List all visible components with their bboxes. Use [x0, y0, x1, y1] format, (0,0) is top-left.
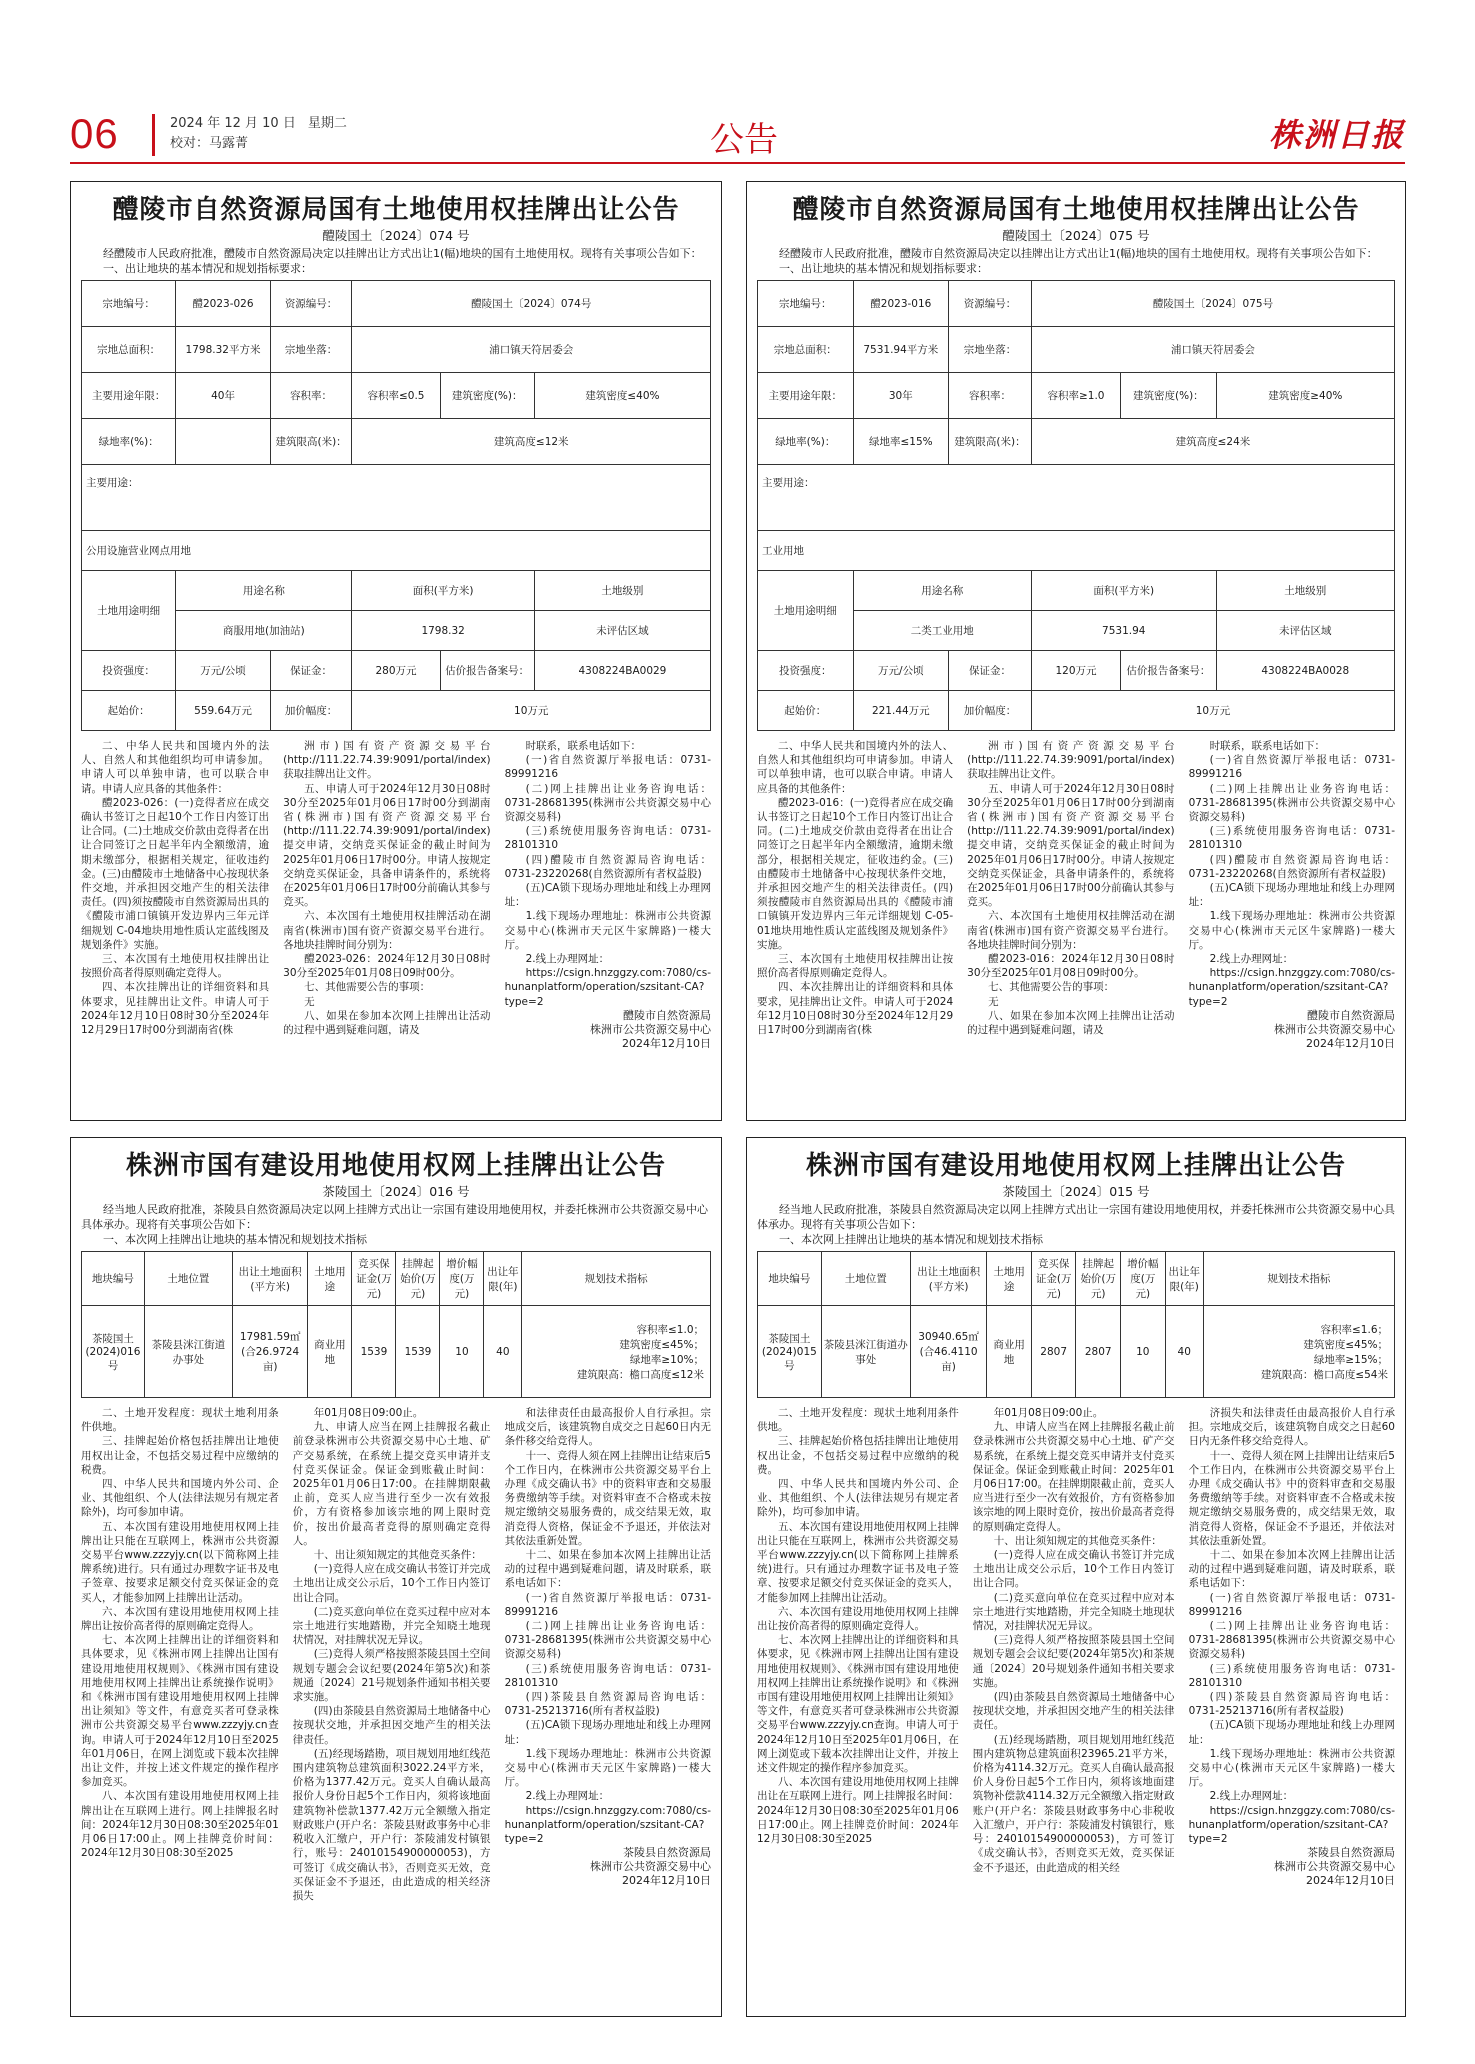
value-area: 7531.94平方米 [853, 327, 949, 373]
paragraph: 醴陵市自然资源局 [1307, 1008, 1395, 1022]
cell-deposit: 2807 [1031, 1306, 1076, 1398]
proofreader: 校对：马露菁 [170, 136, 249, 151]
paragraph: 2024年12月10日 [622, 1036, 711, 1050]
paragraph: (四)由茶陵县自然资源局土地储备中心按现状交地，并承担因交地产生的相关法律责任。 [972, 1691, 1175, 1732]
value-green [176, 419, 270, 465]
notice-intro: 经醴陵市人民政府批准，醴陵市自然资源局决定以挂牌出让方式出让1(幅)地块的国有土地使用权。现将有关事项公告如下： [103, 247, 702, 260]
label-invest: 投资强度： [758, 651, 854, 691]
paragraph: (二)网上挂牌出让业务咨询电话：0731-28681395(株洲市公共资源交易中心资源交易科) [1188, 1620, 1395, 1661]
signature-block [505, 1009, 711, 1051]
paragraph: 无 [988, 995, 999, 1008]
value-deposit: 120万元 [1031, 651, 1120, 691]
paragraph: 2.线上办理网址： [1209, 1790, 1294, 1803]
header-deposit: 竞买保证金(万元) [1031, 1252, 1076, 1306]
notice-intro: 经醴陵市人民政府批准，醴陵市自然资源局决定以挂牌出让方式出让1(幅)地块的国有土地使用权。现将有关事项公告如下： [779, 247, 1378, 260]
header-parcel-no: 地块编号 [758, 1252, 822, 1306]
body-column-1 [81, 1406, 279, 1903]
value-appraisal: 4308224BA0028 [1216, 651, 1394, 691]
label-start-price: 起始价： [82, 691, 176, 731]
paragraph: (一)省自然资源厅举报电话：0731-89991216 [1188, 1591, 1395, 1618]
body-column-3-text [505, 739, 711, 1009]
paragraph: (五)CA锁下现场办理地址和线上办理网址： [1188, 1719, 1395, 1746]
body-column-2 [973, 1406, 1175, 1888]
body-column-1 [757, 739, 953, 1051]
paragraph: (三)系统使用服务咨询电话：0731-28101310 [1188, 825, 1395, 852]
paragraph: 九、申请人应当在网上挂牌报名截止前登录株洲市公共资源交易中心土地、矿产交易系统，在系统上提交竞买申请并支付竞买保证金。保证金到账截止时间：2025年01月06日17:00。在挂牌期限截止前，竞买人应当进行至少一次有效报价，方有资格参加该宗地的网上限时竞价，按出价最高者竞得的原则确定竞得人。 [972, 1421, 1175, 1533]
header-deposit: 竞买保证金(万元) [352, 1252, 396, 1306]
header-tech: 规划技术指标 [522, 1252, 711, 1306]
label-land-grade: 土地级别 [534, 571, 710, 611]
label-main-use: 主要用途： [82, 465, 711, 531]
paragraph: (五)经现场踏勘，项目规划用地红线范围内建筑物总建筑面积23965.21平方米，价格为4114.32万元。竞买人自确认最高报价人身份日起5个工作日内，须将该地面建筑物补偿款4114.32万元全额缴入指定财政账户(开户名：茶陵县财政事务中心非税收入汇缴户，开户行：茶陵浦发村镇银行，账号：24010154900000053)，方可签订《成交确认书》，否则竞买无效，竞买保证金不予退还，由此造成的相关经 [972, 1733, 1175, 1874]
paragraph: 八、本次国有建设用地使用权网上挂牌出让在互联网上进行。网上挂牌报名时间：2024年12月30日08:30至2025年01月06日17:00止。网上挂牌竞价时间：2024年12月30日08:30至2025 [81, 1790, 279, 1860]
value-resource-no: 醴陵国土〔2024〕074号 [352, 281, 711, 327]
paragraph: https://csign.hnzggzy.com:7080/cs-hunanplatform/operation/szsitant-CA?type=2 [504, 1804, 711, 1846]
parcel-table [81, 280, 711, 731]
cell-increment: 10 [1121, 1306, 1166, 1398]
value-use-area: 7531.94 [1031, 611, 1216, 651]
value-height: 建筑高度≤24米 [1031, 419, 1394, 465]
label-term: 主要用途年限： [82, 373, 176, 419]
label-main-use: 主要用途： [758, 465, 1395, 531]
label-area: 宗地总面积： [758, 327, 854, 373]
label-density: 建筑密度(%)： [1121, 373, 1217, 419]
header-divider [152, 114, 155, 156]
paragraph: (二)竞买意向单位在竞买过程中应对本宗土地进行实地踏勘，并完全知晓土地现状情况，对挂牌状况无异议。 [972, 1591, 1175, 1633]
cell-tech [1203, 1306, 1394, 1398]
value-start-price: 559.64万元 [176, 691, 270, 731]
label-increment: 加价幅度： [270, 691, 352, 731]
paragraph: 年01月08日09:00止。 [313, 1407, 424, 1419]
value-use-name: 二类工业用地 [853, 611, 1031, 651]
label-appraisal: 估价报告备案号： [1121, 651, 1217, 691]
paragraph: (五)经现场踏勘，项目规划用地红线范围内建筑物总建筑面积3022.24平方米，价格为1377.42万元。竞买人自确认最高报价人身份日起5个工作日内，须将该地面建筑物补偿款1377.42万元全额缴入指定财政账户(开户名：茶陵县财政事务中心非税收入汇缴户，开户行：茶陵浦发村镇银行，账号：24010154900000053)，方可签订《成交确认书》，否则竞买无效，竞买保证金不予退还，由此造成的相关经济损失 [292, 1747, 491, 1902]
body-column-2 [283, 739, 490, 1051]
value-resource-no: 醴陵国土〔2024〕075号 [1031, 281, 1394, 327]
paragraph: 四、本次挂牌出让的详细资料和具体要求，见挂牌出让文件。申请人可于2024年12月10日08时30分至2024年12月29日17时00分到湖南省(株 [757, 981, 954, 1037]
paragraph: 2024年12月10日 [1306, 1874, 1395, 1888]
value-deposit: 280万元 [352, 651, 440, 691]
value-height: 建筑高度≤12米 [352, 419, 711, 465]
paragraph: 1.线下现场办理地址：株洲市公共资源交易中心(株洲市天元区牛家牌路)一楼大厅。 [504, 910, 711, 951]
signature-block [1189, 1846, 1395, 1888]
value-green: 绿地率≤15% [853, 419, 949, 465]
label-appraisal: 估价报告备案号： [440, 651, 534, 691]
page-number: 06 [70, 110, 119, 157]
body-column-3 [1189, 739, 1395, 1051]
value-land-grade: 未评估区域 [1216, 611, 1394, 651]
value-start-price: 221.44万元 [853, 691, 949, 731]
paragraph: 洲市)国有资产资源交易平台(http://111.22.74.39:9091/portal/index)获取挂牌出让文件。 [967, 740, 1175, 781]
issue-weekday: 星期二 [307, 116, 347, 131]
notice-subheading: 一、出让地块的基本情况和规划指标要求： [103, 262, 312, 275]
paragraph: (三)系统使用服务咨询电话：0731-28101310 [504, 825, 711, 852]
paragraph: 三、挂牌起始价格包括挂牌出让地使用权出让金，不包括交易过程中应缴纳的税费。 [81, 1435, 279, 1476]
label-far: 容积率： [949, 373, 1032, 419]
label-start-price: 起始价： [758, 691, 854, 731]
label-use-detail: 土地用途明细 [82, 571, 176, 651]
body-column-2 [293, 1406, 491, 1903]
cell-use: 商业用地 [308, 1306, 352, 1398]
body-column-3-text [1189, 739, 1395, 1009]
label-use-name: 用途名称 [176, 571, 352, 611]
paragraph: 建筑密度≤45%； [619, 1338, 704, 1351]
issue-info [170, 114, 359, 154]
paragraph: 八、如果在参加本次网上挂牌出让活动的过程中遇到疑难问题，请及 [967, 1009, 1175, 1037]
paragraph: (四)醴陵市自然资源局咨询电话：0731-23220268(自然资源所有者权益股) [504, 853, 711, 880]
paragraph: (一)竞得人应在成交确认书签订并完成土地出让成交公示后，10个工作日内签订出让合同。 [292, 1563, 491, 1604]
notice-code: 醴陵国土〔2024〕074 号 [322, 228, 470, 243]
value-parcel-no: 醴2023-016 [853, 281, 949, 327]
header-area: 出让土地面积(平方米) [910, 1252, 986, 1306]
body-column-1 [757, 1406, 959, 1888]
header-location: 土地位置 [144, 1252, 232, 1306]
cell-years: 40 [484, 1306, 522, 1398]
cell-area: 30940.65㎡(合46.4110亩) [910, 1306, 986, 1398]
paragraph: 无 [304, 995, 315, 1008]
header-increment: 增价幅度(万元) [1121, 1252, 1166, 1306]
label-term: 主要用途年限： [758, 373, 854, 419]
value-appraisal: 4308224BA0029 [534, 651, 710, 691]
page-header [70, 104, 1405, 164]
paragraph: 济损失和法律责任由最高报价人自行承担。宗地成交后，该建筑物自成交之日起60日内无条件移交给竞得人。 [1188, 1407, 1395, 1448]
paragraph: 八、如果在参加本次网上挂牌出让活动的过程中遇到疑难问题，请及 [283, 1009, 491, 1037]
paragraph: (一)省自然资源厅举报电话：0731-89991216 [504, 1591, 711, 1618]
notice-code: 茶陵国土〔2024〕015 号 [1002, 1184, 1150, 1199]
header-area: 出让土地面积(平方米) [232, 1252, 307, 1306]
value-increment: 10万元 [352, 691, 711, 731]
body-column-1 [81, 739, 269, 1051]
paragraph: (三)竞得人须严格按照茶陵县国土空间规划专题会会议纪要(2024年第5次)和茶规通〔2024〕20号规划条件通知书相关要求实施。 [972, 1634, 1175, 1689]
cell-parcel-no: 茶陵国土(2024)016号 [82, 1306, 145, 1398]
header-tech: 规划技术指标 [1203, 1252, 1394, 1306]
notice-subheading: 一、本次网上挂牌出让地块的基本情况和规划技术指标 [103, 1233, 367, 1246]
paragraph: 醴2023-026：2024年12月30日08时30分至2025年01月08日09时00分。 [283, 953, 491, 980]
value-term: 40年 [176, 373, 270, 419]
paragraph: 五、申请人可于2024年12月30日08时30分至2025年01月06日17时00分到湖南省(株洲市)国有资产资源交易平台(http://111.22.74.39:9091/portal/index)提交申请，交纳竞买保证金的截止时间为2025年01月06日17时00分。申请人按规定交纳竞买保证金，具备申请条件的，系统将在2025年01月06日17时00分前确认其参与竞买。 [283, 782, 491, 909]
value-increment: 10万元 [1031, 691, 1394, 731]
body-column-3 [505, 1406, 711, 1903]
value-far: 容积率≤0.5 [352, 373, 440, 419]
paragraph: 茶陵县自然资源局 [1307, 1846, 1395, 1860]
paragraph: 株洲市公共资源交易中心 [1274, 1022, 1395, 1036]
paragraph: (四)由茶陵县自然资源局土地储备中心按现状交地，并承担因交地产生的相关法律责任。 [292, 1705, 491, 1746]
label-resource-no: 资源编号： [949, 281, 1032, 327]
paragraph: 绿地率≥15%； [1313, 1353, 1388, 1366]
body-column-3-text [505, 1406, 711, 1846]
value-land-grade: 未评估区域 [534, 611, 710, 651]
paragraph: 和法律责任由最高报价人自行承担。宗地成交后，该建筑物自成交之日起60日内无条件移交给竞得人。 [504, 1407, 711, 1448]
label-area: 宗地总面积： [82, 327, 176, 373]
header-years: 出让年限(年) [484, 1252, 522, 1306]
value-location: 浦口镇天符居委会 [352, 327, 711, 373]
issue-date: 2024 年 12 月 10 日 [170, 116, 296, 131]
paragraph: 时联系，联系电话如下： [1209, 740, 1326, 752]
paragraph: 容积率≤1.6； [1320, 1323, 1388, 1336]
notice-code: 茶陵国土〔2024〕016 号 [322, 1184, 470, 1199]
header-start-price: 挂牌起始价(万元) [1076, 1252, 1121, 1306]
label-green: 绿地率(%)： [82, 419, 176, 465]
paragraph: (五)CA锁下现场办理地址和线上办理网址： [1188, 882, 1395, 909]
paragraph: 三、本次国有土地使用权挂牌出让按照价高者得原则确定竞得人。 [81, 953, 270, 980]
paragraph: (四)醴陵市自然资源局咨询电话：0731-23220268(自然资源所有者权益股) [1188, 853, 1395, 880]
notice-intro: 经当地人民政府批准，茶陵县自然资源局决定以网上挂牌方式出让一宗国有建设用地使用权，并委托株洲市公共资源交易中心具体承办。现将有关事项公告如下： [757, 1203, 1395, 1231]
signature-block [505, 1846, 711, 1888]
paragraph: 六、本次国有建设用地使用权网上挂牌出让按价高者得的原则确定竞得人。 [757, 1605, 959, 1633]
paragraph: 七、其他需要公告的事项： [304, 981, 431, 994]
notice-body [757, 1406, 1395, 1888]
cell-use: 商业用地 [987, 1306, 1032, 1398]
value-term: 30年 [853, 373, 949, 419]
paragraph: (二)网上挂牌出让业务咨询电话：0731-28681395(株洲市公共资源交易中心资源交易科) [504, 782, 711, 824]
paragraph: 1.线下现场办理地址：株洲市公共资源交易中心(株洲市天元区牛家牌路)一楼大厅。 [1188, 1747, 1395, 1789]
paragraph: 醴2023-016：(一)竞得者应在成交确认书签订之日起10个工作日内签订出让合同。(二)土地成交价款由竞得者在出让合同签订之日起半年内全额缴清，逾期未缴部分，根据相关规定，征收违约金。(三)由醴陵市土地储备中心按现状条件交地，并承担因交地产生的相关法律责任。(四)须按醴陵市自然资源局出具的《醴陵市浦口镇镇开发边界内三年元详细规划 C-05-01地块用地性质认定蓝线图及规划条件》实施。 [757, 796, 954, 951]
newspaper-logo: 株洲日报 [1268, 116, 1405, 154]
header-start-price: 挂牌起始价(万元) [396, 1252, 440, 1306]
parcel-table [757, 280, 1395, 731]
paragraph: 株洲市公共资源交易中心 [590, 1860, 711, 1874]
paragraph: (一)省自然资源厅举报电话：0731-89991216 [1188, 754, 1395, 781]
value-density: 建筑密度≤40% [534, 373, 710, 419]
paragraph: 1.线下现场办理地址：株洲市公共资源交易中心(株洲市天元区牛家牌路)一楼大厅。 [1188, 910, 1395, 951]
paragraph: (四)茶陵县自然资源局咨询电话：0731-25213716(所有者权益股) [1188, 1691, 1395, 1718]
parcel-table [757, 1251, 1395, 1398]
notice-title: 醴陵市自然资源局国有土地使用权挂牌出让公告 [792, 195, 1360, 225]
paragraph: 株洲市公共资源交易中心 [590, 1022, 711, 1036]
paragraph: 五、申请人可于2024年12月30日08时30分至2025年01月06日17时00分到湖南省(株洲市)国有资产资源交易平台(http://111.22.74.39:9091/portal/index)提交申请，交纳竞买保证金的截止时间为2025年01月06日17时00分。申请人按规定交纳竞买保证金，具备申请条件的，系统将在2025年01月06日17时00分前确认其参与竞买。 [967, 782, 1175, 909]
paragraph: 时联系，联系电话如下： [525, 740, 642, 752]
label-parcel-no: 宗地编号： [82, 281, 176, 327]
cell-increment: 10 [440, 1306, 484, 1398]
signature-block [1189, 1009, 1395, 1051]
paragraph: (五)CA锁下现场办理地址和线上办理网址： [504, 882, 711, 909]
paragraph: 七、其他需要公告的事项： [988, 981, 1115, 994]
label-use-detail: 土地用途明细 [758, 571, 854, 651]
paragraph: 绿地率≥10%； [629, 1353, 704, 1366]
label-location: 宗地坐落： [270, 327, 352, 373]
paragraph: 六、本次国有土地使用权挂牌活动在湖南省(株洲市)国有资产资源交易平台进行。各地块挂牌时间分别为： [967, 910, 1175, 951]
parcel-table [81, 1251, 711, 1398]
body-column-3 [505, 739, 711, 1051]
value-use-name: 商服用地(加油站) [176, 611, 352, 651]
paragraph: 四、中华人民共和国境内外公司、企业、其他组织、个人(法律法规另有规定者除外)，均可参加申请。 [757, 1478, 959, 1519]
paragraph: 三、本次国有土地使用权挂牌出让按照价高者得原则确定竞得人。 [757, 953, 954, 980]
paragraph: 2.线上办理网址： [525, 1790, 610, 1803]
paragraph: 2024年12月10日 [622, 1874, 711, 1888]
cell-deposit: 1539 [352, 1306, 396, 1398]
notice-panel [70, 1137, 722, 2017]
paragraph: 二、土地开发程度：现状土地利用条件供地。 [757, 1407, 959, 1434]
label-location: 宗地坐落： [949, 327, 1032, 373]
paragraph: 二、土地开发程度：现状土地利用条件供地。 [81, 1407, 279, 1434]
paragraph: 十一、竞得人须在网上挂牌出让结束后5个工作日内，在株洲市公共资源交易平台上办理《成交确认书》中的资料审查和交易服务费缴纳等手续。对资料审查不合格或未按规定缴纳交易服务费的，成交结果无效，取消竞得人资格，保证金不予退还，并依法对其依法重新处置。 [504, 1449, 711, 1547]
paragraph: 五、本次国有建设用地使用权网上挂牌出让只能在互联网上，株洲市公共资源交易平台www.zzzyjy.cn(以下简称网上挂牌系统)进行。只有通过办理数字证书及电子签章、按要求足额交付竞买保证金的竞买人，才能参加网上挂牌出让活动。 [81, 1520, 279, 1604]
header-parcel-no: 地块编号 [82, 1252, 145, 1306]
paragraph: 九、申请人应当在网上挂牌报名截止前登录株洲市公共资源交易中心土地、矿产交易系统，在系统上提交竞买申请并支付竞买保证金。保证金到账截止时间：2025年01月06日17:00。在挂牌期限截止前，竞买人应当进行至少一次有效报价，方有资格参加该宗地的网上限时竞价，按出价最高者竞得的原则确定竞得人。 [292, 1421, 491, 1547]
paragraph: 七、本次网上挂牌出让的详细资料和具体要求，见《株洲市网上挂牌出让国有建设用地使用权规则》、《株洲市国有建设用地使用权网上挂牌出让系统操作说明》和《株洲市国有建设用地使用权网上挂牌出让须知》等文件，有意竞买者可登录株洲市公共资源交易平台www.zzzyjy.cn查询。申请人可于2024年12月10日至2025年01月06日，在网上浏览或下载本次挂牌出让文件，并按上述文件规定的操作程序参加竞买。 [81, 1634, 279, 1789]
paragraph: (一)省自然资源厅举报电话：0731-89991216 [504, 754, 711, 781]
section-title: 公告 [710, 120, 778, 160]
paragraph: 建筑限高：檐口高度≤12米 [576, 1368, 704, 1381]
paragraph: (二)竞买意向单位在竞买过程中应对本宗土地进行实地踏勘，并完全知晓土地现状情况，对挂牌状况无异议。 [292, 1605, 491, 1647]
paragraph: (三)系统使用服务咨询电话：0731-28101310 [504, 1662, 711, 1689]
paragraph: 二、中华人民共和国境内外的法人、自然人和其他组织均可申请参加。申请人可以单独申请，也可以联合申请。申请人应具备的其他条件： [757, 740, 954, 795]
body-column-2 [967, 739, 1174, 1051]
paragraph: 十、出让须知规定的其他竞买条件： [993, 1534, 1162, 1547]
paragraph: 1.线下现场办理地址：株洲市公共资源交易中心(株洲市天元区牛家牌路)一楼大厅。 [504, 1747, 711, 1789]
header-increment: 增价幅度(万元) [440, 1252, 484, 1306]
notice-title: 醴陵市自然资源局国有土地使用权挂牌出让公告 [112, 195, 680, 225]
paragraph: 年01月08日09:00止。 [993, 1407, 1104, 1419]
paragraph: 建筑限高：檐口高度≤54米 [1260, 1368, 1388, 1381]
header-rule [70, 162, 1405, 164]
value-density: 建筑密度≥40% [1216, 373, 1394, 419]
label-land-grade: 土地级别 [1216, 571, 1394, 611]
paragraph: 五、本次国有建设用地使用权网上挂牌出让只能在互联网上，株洲市公共资源交易平台www.zzzyjy.cn(以下简称网上挂牌系统)进行。只有通过办理数字证书及电子签章、按要求足额交付竞买保证金的竞买人，才能参加网上挂牌出让活动。 [757, 1520, 959, 1604]
value-invest: 万元/公顷 [853, 651, 949, 691]
label-use-area: 面积(平方米) [1031, 571, 1216, 611]
paragraph: 六、本次国有土地使用权挂牌活动在湖南省(株洲市)国有资产资源交易平台进行。各地块挂牌时间分别为： [283, 910, 491, 951]
label-far: 容积率： [270, 373, 352, 419]
paragraph: 十、出让须知规定的其他竞买条件： [313, 1549, 482, 1562]
label-deposit: 保证金： [270, 651, 352, 691]
paragraph: 建筑密度≤45%； [1303, 1338, 1388, 1351]
label-use-name: 用途名称 [853, 571, 1031, 611]
paragraph: (三)竞得人须严格按照茶陵县国土空间规划专题会会议纪要(2024年第5次)和茶规通〔2024〕21号规划条件通知书相关要求实施。 [292, 1648, 491, 1704]
paragraph: 2.线上办理网址： [525, 953, 610, 966]
notice-body [81, 739, 711, 1051]
header-location: 土地位置 [821, 1252, 910, 1306]
label-invest: 投资强度： [82, 651, 176, 691]
paragraph: 醴2023-016：2024年12月30日08时30分至2025年01月08日09时00分。 [967, 953, 1175, 980]
label-increment: 加价幅度： [949, 691, 1032, 731]
paragraph: 2024年12月10日 [1306, 1036, 1395, 1050]
value-main-use: 公用设施营业网点用地 [82, 531, 711, 571]
paragraph: 茶陵县自然资源局 [623, 1846, 711, 1860]
cell-start-price: 1539 [396, 1306, 440, 1398]
paragraph: 洲市)国有资产资源交易平台(http://111.22.74.39:9091/portal/index)获取挂牌出让文件。 [283, 740, 491, 781]
label-height: 建筑限高(米)： [949, 419, 1032, 465]
cell-location: 茶陵县洣江街道办事处 [144, 1306, 232, 1398]
value-invest: 万元/公顷 [176, 651, 270, 691]
paragraph: 醴陵市自然资源局 [623, 1008, 711, 1022]
cell-area: 17981.59㎡(合26.9724亩) [232, 1306, 307, 1398]
paragraph: 十二、如果在参加本次网上挂牌出让活动的过程中遇到疑难问题，请及时联系，联系电话如下： [1188, 1549, 1395, 1590]
paragraph: https://csign.hnzggzy.com:7080/cs-hunanplatform/operation/szsitant-CA?type=2 [1188, 1804, 1395, 1846]
cell-location: 茶陵县洣江街道办事处 [821, 1306, 910, 1398]
paragraph: 三、挂牌起始价格包括挂牌出让地使用权出让金，不包括交易过程中应缴纳的税费。 [757, 1435, 959, 1476]
notice-panel [70, 181, 722, 1121]
notice-subheading: 一、本次网上挂牌出让地块的基本情况和规划技术指标 [779, 1233, 1043, 1246]
paragraph: 七、本次网上挂牌出让的详细资料和具体要求，见《株洲市网上挂牌出让国有建设用地使用权规则》、《株洲市国有建设用地使用权网上挂牌出让系统操作说明》和《株洲市国有建设用地使用权网上挂牌出让须知》等文件，有意竞买者可登录株洲市公共资源交易平台www.zzzyjy.cn查询。申请人可于2024年12月10日至2025年01月06日，在网上浏览或下载本次挂牌出让文件，并按上述文件规定的操作程序参加竞买。 [757, 1634, 959, 1775]
paragraph: 六、本次国有建设用地使用权网上挂牌出让按价高者得的原则确定竞得人。 [81, 1605, 279, 1633]
paragraph: 株洲市公共资源交易中心 [1274, 1860, 1395, 1874]
paragraph: 容积率≤1.0； [636, 1323, 704, 1336]
paragraph: (五)CA锁下现场办理地址和线上办理网址： [504, 1719, 711, 1746]
body-column-3 [1189, 1406, 1395, 1888]
paragraph: 八、本次国有建设用地使用权网上挂牌出让在互联网上进行。网上挂牌报名时间：2024年12月30日08:30至2025年01月06日17:00止。网上挂牌竞价时间：2024年12月30日08:30至2025 [757, 1776, 959, 1846]
label-resource-no: 资源编号： [270, 281, 352, 327]
value-location: 浦口镇天符居委会 [1031, 327, 1394, 373]
header-years: 出让年限(年) [1165, 1252, 1203, 1306]
paragraph: (一)竞得人应在成交确认书签订并完成土地出让成交公示后，10个工作日内签订出让合同。 [972, 1549, 1175, 1590]
notice-title: 株洲市国有建设用地使用权网上挂牌出让公告 [805, 1151, 1346, 1181]
header-use: 土地用途 [308, 1252, 352, 1306]
label-density: 建筑密度(%)： [440, 373, 534, 419]
notice-panel [746, 181, 1406, 1121]
paragraph: 四、中华人民共和国境内外公司、企业、其他组织、个人(法律法规另有规定者除外)，均可参加申请。 [81, 1478, 279, 1519]
value-parcel-no: 醴2023-026 [176, 281, 270, 327]
paragraph: (二)网上挂牌出让业务咨询电话：0731-28681395(株洲市公共资源交易中心资源交易科) [504, 1620, 711, 1661]
paragraph: (三)系统使用服务咨询电话：0731-28101310 [1188, 1662, 1395, 1689]
notice-title: 株洲市国有建设用地使用权网上挂牌出让公告 [125, 1151, 666, 1181]
notice-body [757, 739, 1395, 1051]
label-parcel-no: 宗地编号： [758, 281, 854, 327]
label-height: 建筑限高(米)： [270, 419, 352, 465]
paragraph: https://csign.hnzggzy.com:7080/cs-hunanplatform/operation/szsitant-CA?type=2 [504, 967, 711, 1008]
paragraph: 二、中华人民共和国境内外的法人、自然人和其他组织均可申请参加。申请人可以单独申请，也可以联合申请。申请人应具备的其他条件： [81, 740, 270, 795]
label-green: 绿地率(%)： [758, 419, 854, 465]
value-use-area: 1798.32 [352, 611, 534, 651]
paragraph: 醴2023-026：(一)竞得者应在成交确认书签订之日起10个工作日内签订出让合同。(二)土地成交价款由竞得者在出让合同签订之日起半年内全额缴清，逾期未缴部分，根据相关规定，征收违约金。(三)由醴陵市土地储备中心按现状条件交地，并承担因交地产生的相关法律责任。(四)须按醴陵市自然资源局出具的《醴陵市浦口镇镇开发边界内三年元详细规划 C-04地块用地性质认定蓝线图及规划条件》实施。 [81, 796, 270, 951]
notice-intro: 经当地人民政府批准，茶陵县自然资源局决定以网上挂牌方式出让一宗国有建设用地使用权，并委托株洲市公共资源交易中心具体承办。现将有关事项公告如下： [81, 1203, 708, 1231]
header-use: 土地用途 [987, 1252, 1032, 1306]
paragraph: 十一、竞得人须在网上挂牌出让结束后5个工作日内，在株洲市公共资源交易平台上办理《成交确认书》中的资料审查和交易服务费缴纳等手续。对资料审查不合格或未按规定缴纳交易服务费的，成交结果无效，取消竞得人资格，保证金不予退还，并依法对其依法重新处置。 [1188, 1449, 1395, 1547]
paragraph: (四)茶陵县自然资源局咨询电话：0731-25213716(所有者权益股) [504, 1691, 711, 1718]
notice-subheading: 一、出让地块的基本情况和规划指标要求： [779, 262, 988, 275]
paragraph: 2.线上办理网址： [1209, 953, 1294, 966]
notice-code: 醴陵国土〔2024〕075 号 [1002, 228, 1150, 243]
paragraph: 四、本次挂牌出让的详细资料和具体要求，见挂牌出让文件。申请人可于2024年12月10日08时30分至2024年12月29日17时00分到湖南省(株 [81, 981, 270, 1037]
cell-start-price: 2807 [1076, 1306, 1121, 1398]
cell-years: 40 [1165, 1306, 1203, 1398]
label-use-area: 面积(平方米) [352, 571, 534, 611]
paragraph: https://csign.hnzggzy.com:7080/cs-hunanplatform/operation/szsitant-CA?type=2 [1188, 967, 1395, 1008]
notice-panel [746, 1137, 1406, 2017]
value-main-use: 工业用地 [758, 531, 1395, 571]
label-deposit: 保证金： [949, 651, 1032, 691]
body-column-3-text [1189, 1406, 1395, 1846]
notice-body [81, 1406, 711, 1903]
cell-tech [522, 1306, 711, 1398]
value-area: 1798.32平方米 [176, 327, 270, 373]
paragraph: 十二、如果在参加本次网上挂牌出让活动的过程中遇到疑难问题，请及时联系，联系电话如下： [504, 1549, 711, 1590]
paragraph: (二)网上挂牌出让业务咨询电话：0731-28681395(株洲市公共资源交易中心资源交易科) [1188, 782, 1395, 824]
cell-parcel-no: 茶陵国土(2024)015号 [758, 1306, 822, 1398]
value-far: 容积率≥1.0 [1031, 373, 1120, 419]
